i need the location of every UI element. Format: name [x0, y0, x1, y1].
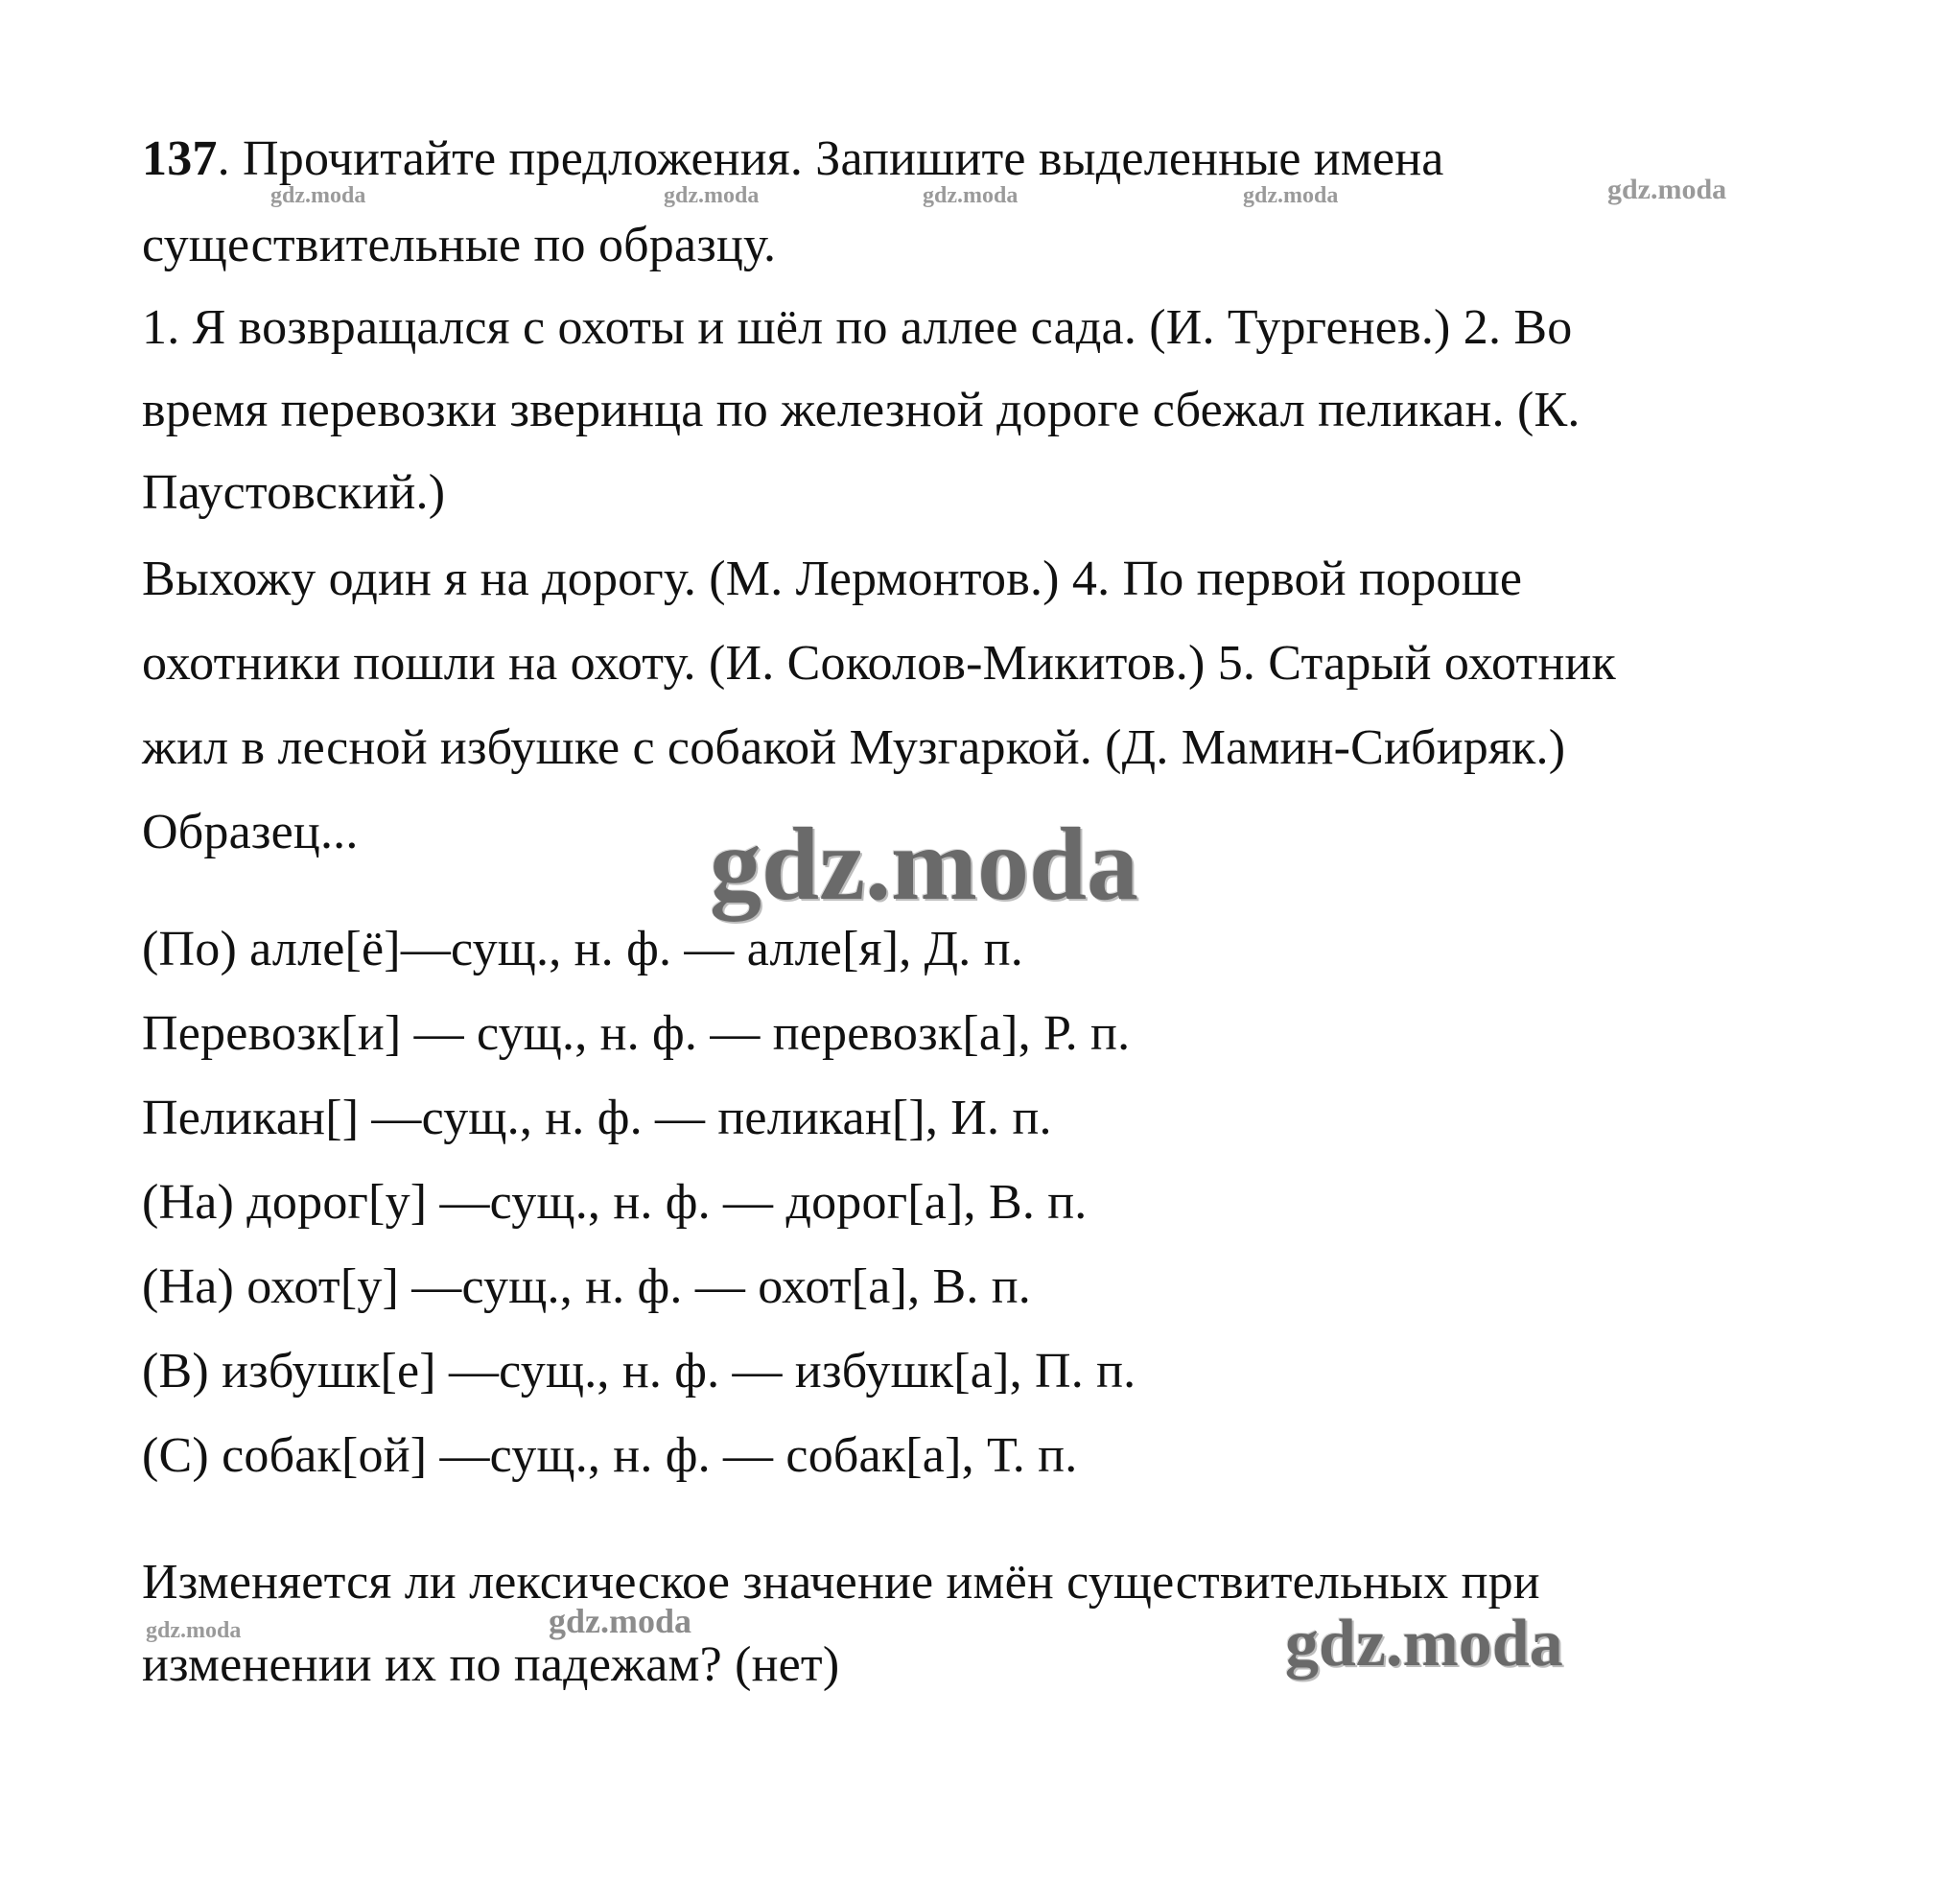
question-line-1: Изменяется ли лексическое значение имён существительных при — [142, 1555, 1540, 1610]
analysis-line: Пеликан[] —сущ., н. ф. — пеликан[], И. п. — [142, 1091, 1052, 1145]
sentence-line: время перевозки зверинца по железной дороге сбежал пеликан. (К. — [142, 383, 1581, 437]
task-instruction-text: . Прочитайте предложения. Запишите выделенные имена — [217, 131, 1444, 186]
watermark-logo: gdz.moda — [1243, 183, 1339, 208]
watermark-logo-large: gdz.moda — [1285, 1607, 1563, 1681]
analysis-line: (С) собак[ой] —сущ., н. ф. — собак[а], Т. п. — [142, 1428, 1078, 1483]
watermark-logo: gdz.moda — [923, 183, 1019, 208]
sentence-line: Паустовский.) — [142, 465, 446, 520]
task-number: 137 — [142, 131, 218, 186]
question-line-2: изменении их по падежам? (нет) — [142, 1637, 840, 1692]
watermark-logo: gdz.moda — [270, 183, 366, 208]
analysis-line: (На) дорог[у] —сущ., н. ф. — дорог[а], В. п. — [142, 1175, 1088, 1230]
sentence-line: жил в лесной избушке с собакой Музгаркой. (Д. Мамин-Сибиряк.) — [142, 720, 1566, 775]
watermark-logo: gdz.moda — [1607, 174, 1727, 205]
analysis-line: Перевозк[и] — сущ., н. ф. — перевозк[а], Р. п. — [142, 1006, 1131, 1061]
analysis-line: (На) охот[у] —сущ., н. ф. — охот[а], В. п. — [142, 1259, 1032, 1314]
watermark-logo-large: gdz.moda — [710, 808, 1139, 922]
watermark-logo: gdz.moda — [146, 1618, 242, 1643]
sentence-line: Выхожу один я на дорогу. (М. Лермонтов.) 4. По первой пороше — [142, 552, 1523, 606]
analysis-line: (В) избушк[е] —сущ., н. ф. — избушк[а], П. п. — [142, 1344, 1136, 1399]
watermark-logo: gdz.moda — [549, 1602, 692, 1640]
sentence-line: охотники пошли на охоту. (И. Соколов-Микитов.) 5. Старый охотник — [142, 636, 1616, 691]
sentence-line: 1. Я возвращался с охоты и шёл по аллее сада. (И. Тургенев.) 2. Во — [142, 300, 1573, 355]
task-instruction-line-1 — [142, 130, 1444, 188]
task-instruction-line-2: существительные по образцу. — [142, 218, 777, 272]
analysis-line: (По) алле[ё]—сущ., н. ф. — алле[я], Д. п. — [142, 922, 1023, 976]
sample-label: Образец... — [142, 805, 359, 859]
watermark-logo: gdz.moda — [664, 183, 760, 208]
